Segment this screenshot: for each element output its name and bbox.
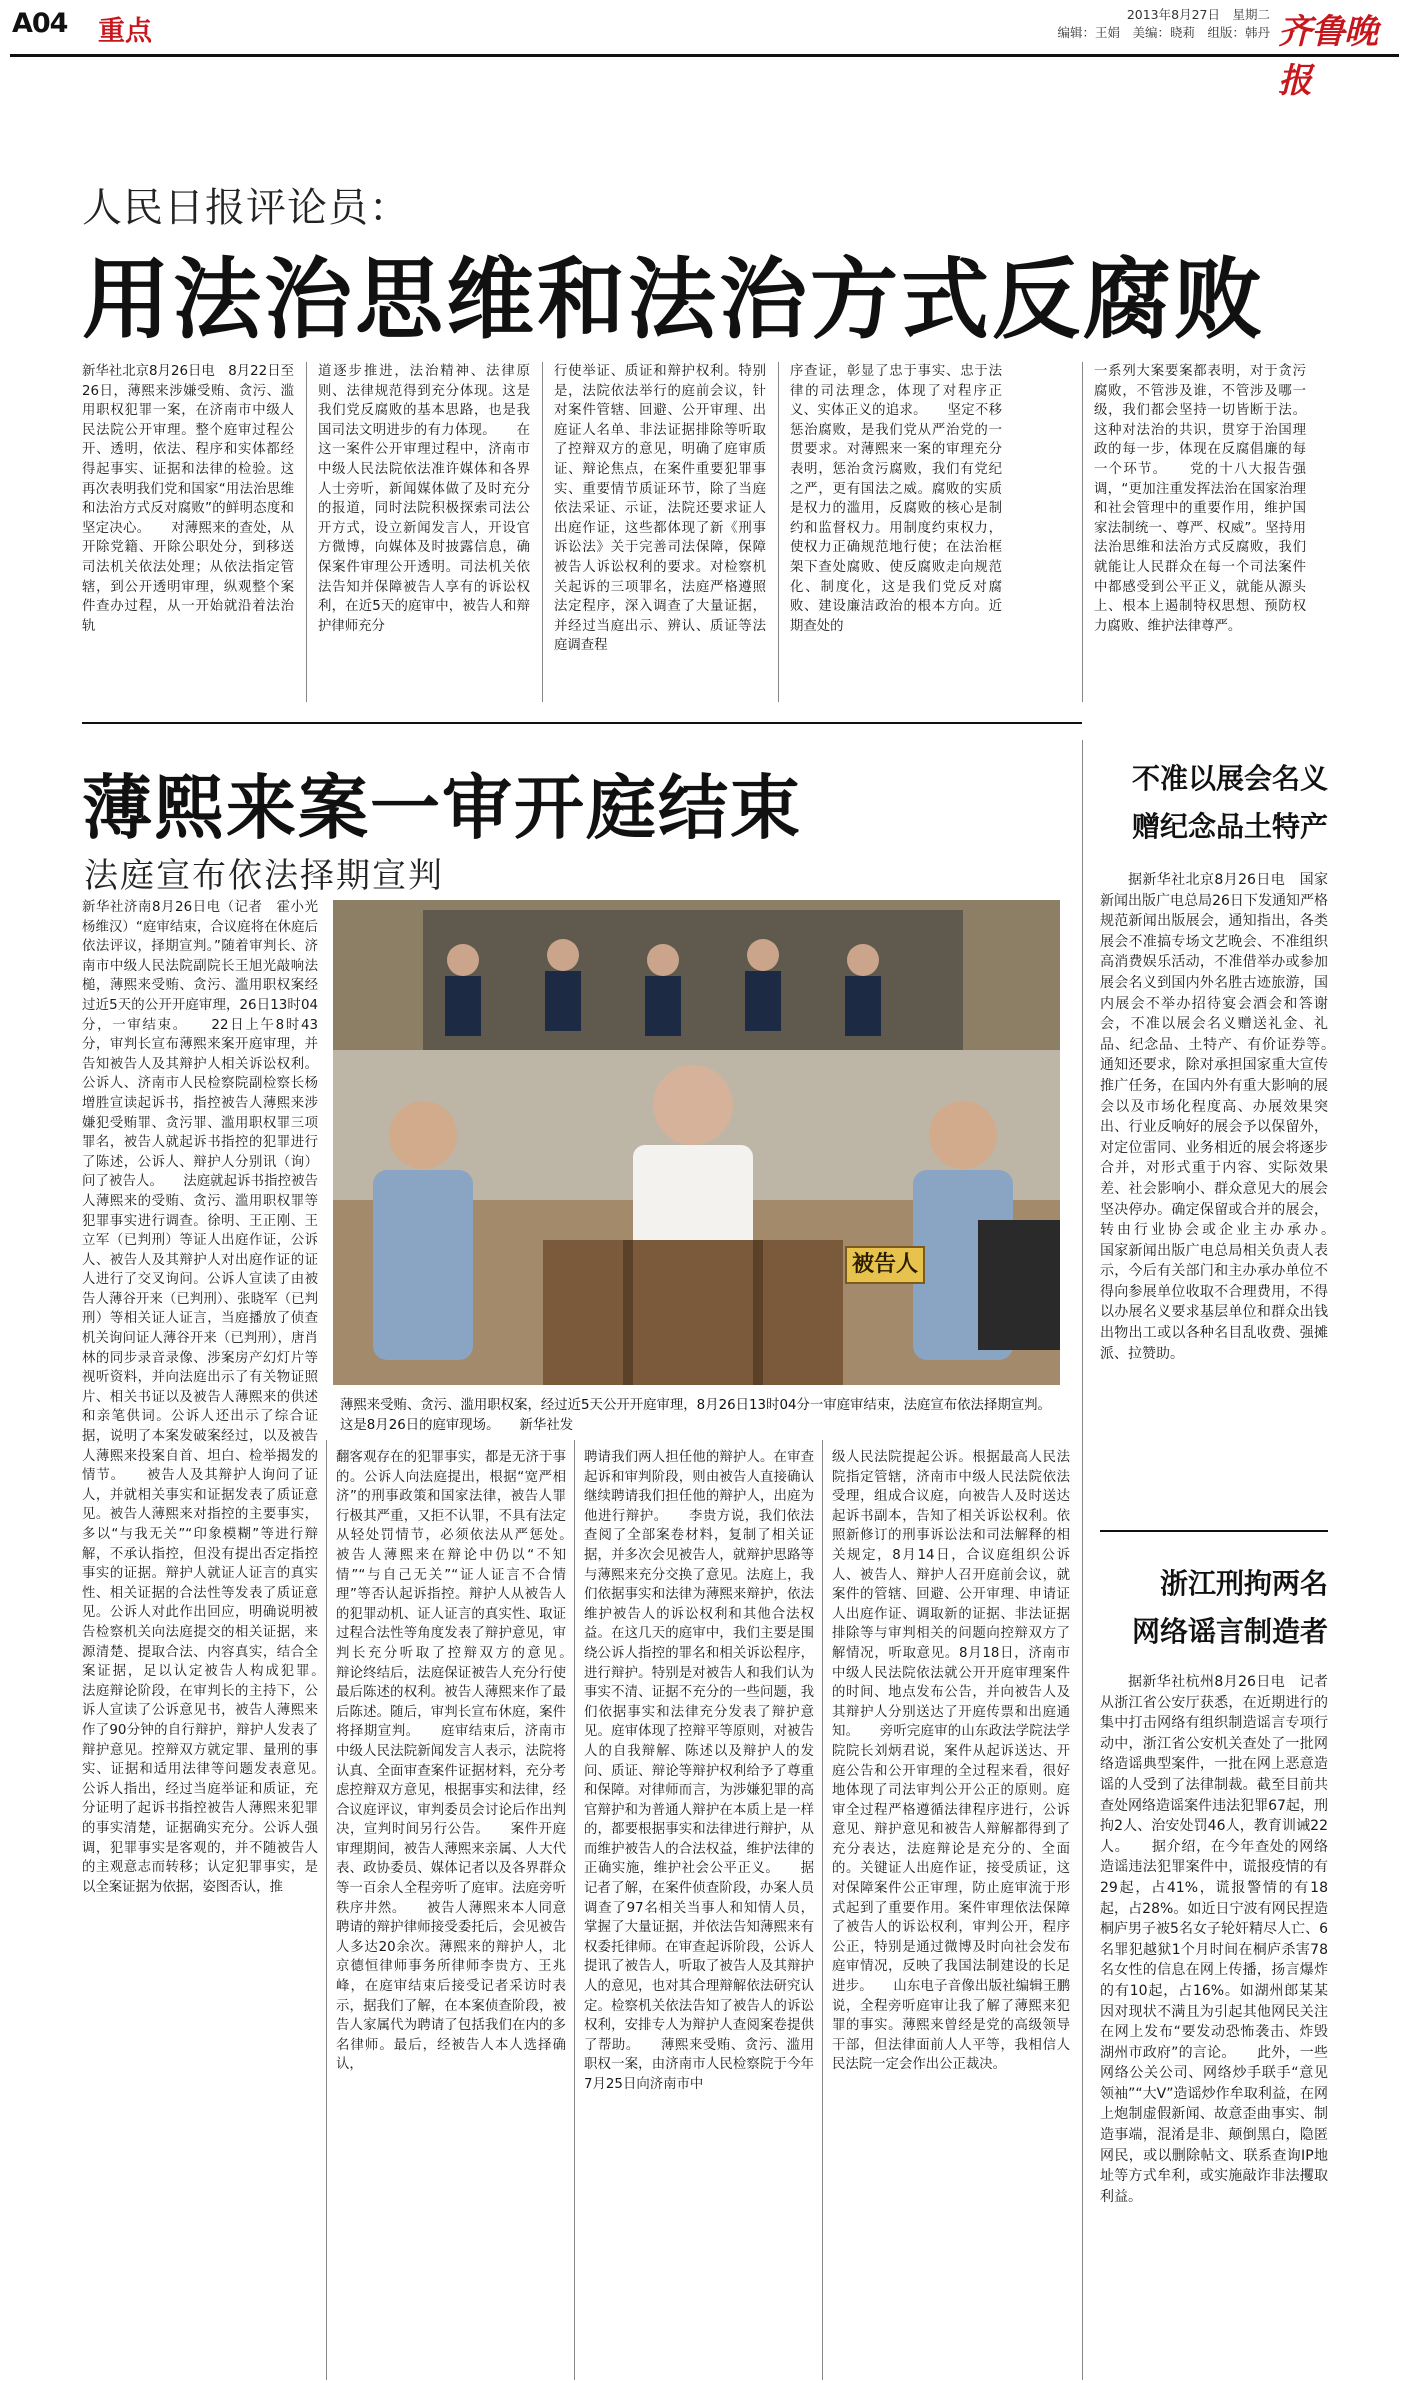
lead-column-5 [1094,362,1306,702]
sidebar2-title [1110,1560,1328,1656]
photo-caption: 薄熙来受贿、贪污、滥用职权案，经过近5天公开开庭审理，8月26日13时04分一审庭审结束，法庭宣布依法择期宣判。这是8月26日的庭审现场。 新华社发 [340,1398,1051,1433]
trial-text-4: 级人民法院提起公诉。根据最高人民法院指定管辖，济南市中级人民法院依法受理，组成合议庭，向被告人及时送达起诉书副本，告知了相关诉讼权利。依照新修订的刑事诉讼法和司法解释的相关规定，8月14日，合议庭组织公诉人、被告人、辩护人召开庭前会议，就案件的管辖、回避、公开审理、申请证人出庭作证、调取新的证据、非法证据排除等与审判相关的问题向控辩双方了解情况，听取意见。8月18日，济南市中级人民法院依法就公开开庭审理案件的时间、地点发布公告，并向被告人及其辩护人分别送达了开庭传票和出庭通知。 旁听完庭审的山东政法学院法学院院长刘炳君说，案件从起诉送达、开庭公告和公开审理的全过程来看，很好地体现了司法审判公开公正的原则。庭审全过程严格遵循法律程序进行，公诉意见、辩护意见和被告人辩解都得到了充分表达，法庭辩论是充分的、全面的。关键证人出庭作证，接受质证，这对保障案件公正审理，防止庭审流于形式起到了重要作用。案件审理依法保障了被告人的诉讼权利，审判公开，程序公正，特别是通过微博及时向社会发布庭审情况，反映了我国法制建设的长足进步。 山东电子音像出版社编辑王鹏说，全程旁听庭审让我了解了薄熙来犯罪的事实。薄熙来曾经是党的高级领导干部，但法律面前人人平等，我相信人民法院一定会作出公正裁决。 [832,1450,1070,2073]
trial-subheadline: 法庭宣布依法择期宣判 [84,856,444,896]
sidebar1-title-line2: 赠纪念品土特产 [1131,810,1328,843]
trial-column-4 [832,1448,1070,2378]
editor-credits: 编辑：王娟 美编：晓莉 组版：韩丹 [1057,25,1270,40]
lead-text-3: 行使举证、质证和辩护权利。特别是，法院依法举行的庭前会议，针对案件管辖、回避、公开审理、出庭证人名单、非法证据排除等听取了控辩双方的意见，明确了庭审质证、辩论焦点，在案件重要犯罪事实、重要情节质证环节，除了当庭依法采证、示证，法院还要求证人出庭作证，这些都体现了新《刑事诉讼法》关于完善司法保障，保障被告人诉讼权利的要求。对检察机关起诉的三项罪名，法庭严格遵照法定程序，深入调查了大量证据，并经过当庭出示、辨认、质证等法庭调查程 [554,364,766,654]
column-divider [574,1440,575,2380]
trial-text-1: 新华社济南8月26日电（记者 霍小光 杨维汉）“庭审结束，合议庭将在休庭后依法评议，择期宣判。”随着审判长、济南市中级人民法院副院长王旭光敲响法槌，薄熙来受贿、贪污、滥用职权案经过近5天的公开开庭审理，26日13时04分，一审结束。 22日上午8时43分，审判长宣布薄熙来案开庭审理，并告知被告人及其辩护人相关诉讼权利。公诉人、济南市人民检察院副检察长杨增胜宣读起诉书，指控被告人薄熙来涉嫌犯受贿罪、贪污罪、滥用职权罪三项罪名，被告人就起诉书指控的犯罪进行了陈述，公诉人、辩护人分别讯（询）问了被告人。 法庭就起诉书指控被告人薄熙来的受贿、贪污、滥用职权罪等犯罪事实进行调查。徐明、王正刚、王立军（已判刑）等证人出庭作证，公诉人、被告人及其辩护人对出庭作证的证人进行了交叉询问。公诉人宣读了由被告人薄谷开来（已判刑）、张晓军（已判刑）等相关证人证言，当庭播放了侦查机关询问证人薄谷开来（已判刑），唐肖林的同步录音录像、涉案房产幻灯片等视听资料，并向法庭出示了有关物证照片、相关书证以及被告人薄熙来的供述和亲笔供词。公诉人还出示了综合证据，说明了本案发破案经过，以及被告人薄熙来投案自首、坦白、检举揭发的情节。 被告人及其辩护人询问了证人，并就相关事实和证据发表了质证意见。被告人薄熙来对指控的主要事实，多以“与我无关”“印象模糊”等进行辩解，不承认指控，但没有提出否定指控事实的证据。辩护人就证人证言的真实性、相关证据的合法性等发表了质证意见。公诉人对此作出回应，明确说明被告检察机关向法庭提交的相关证据，来源清楚、提取合法、内容真实，结合全案证据，足以认定被告人构成犯罪。 法庭辩论阶段，在审判长的主持下，公诉人宣读了公诉意见书，被告人薄熙来作了90分钟的自行辩护，辩护人发表了辩护意见。控辩双方就定罪、量刑的事实、证据和适用法律等问题发表意见。 公诉人指出，经过当庭举证和质证，充分证明了起诉书指控被告人薄熙来犯罪的事实清楚，证据确实充分。公诉人强调，犯罪事实是客观的，并不随被告人的主观意志而转移；认定犯罪事实，是以全案证据为依据，姿图否认，推 [82,900,318,1895]
lead-kicker: 人民日报评论员： [82,185,410,231]
sidebar2-title-line2: 网络谣言制造者 [1131,1615,1328,1648]
column-divider [778,362,779,702]
trial-column-3 [584,1448,814,2378]
header-meta [1050,6,1270,42]
column-divider [326,1440,327,2380]
sidebar1-text: 据新华社北京8月26日电 国家新闻出版广电总局26日下发通知严格规范新闻出版展会，通知指出，各类展会不准搞专场文艺晚会、不准组织高消费娱乐活动，不准借举办或参加展会名义到国内外名胜古迹旅游，国内展会不举办招待宴会酒会和答谢会，不准以展会名义赠送礼金、礼品、纪念品、土特产、有价证券等。 通知还要求，除对承担国家重大宣传推广任务，在国内外有重大影响的展会以及市场化程度高、办展效果突出、行业反响好的展会予以保留外，对定位雷同、业务相近的展会将逐步合并，对形式重于内容、实际效果差、社会影响小、群众意见大的展会坚决停办。确定保留或合并的展会，转由行业协会或企业主办承办。 国家新闻出版广电总局相关负责人表示，今后有关部门和主办承办单位不得向参展单位收取不合理费用，不得以办展名义要求基层单位和群众出钱出物出工或以各种名目乱收费、强摊派、拉赞助。 [1100,872,1328,1362]
lead-text-1: 新华社北京8月26日电 8月22日至26日，薄熙来涉嫌受贿、贪污、滥用职权犯罪一案，在济南市中级人民法院公开审理。整个庭审过程公开、透明，依法、程序和实体都经得起事实、证据和法律的检验。这再次表明我们党和国家“用法治思维和法治方式反对腐败”的鲜明态度和坚定决心。 对薄熙来的查处，从开除党籍、开除公职处分，到移送司法机关依法处理；从依法指定管辖，到公开透明审理，纵观整个案件查办过程，从一开始就沿着法治轨 [82,364,294,634]
lead-column-4 [790,362,1002,702]
sidebar1-title-line1: 不准以展会名义 [1131,762,1328,795]
newspaper-logo: 齐鲁晚报 [1278,12,1377,101]
column-divider [306,362,307,702]
section-name: 重点 [98,16,152,47]
sidebar1-title [1110,755,1328,851]
trial-column-1 [82,898,318,2378]
trial-column-2 [336,1448,566,2378]
trial-text-2: 翻客观存在的犯罪事实，都是无济于事的。公诉人向法庭提出，根据“宽严相济”的刑事政策和国家法律，被告人罪行极其严重，又拒不认罪，不具有法定从轻处罚情节，必须依法从严惩处。 被告人薄熙来在辩论中仍以“不知情”“与自己无关”“证人证言不合情理”等否认起诉指控。辩护人从被告人的犯罪动机、证人证言的真实性、取证过程合法性等角度发表了辩护意见，审判长充分听取了控辩双方的意见。 辩论终结后，法庭保证被告人充分行使最后陈述的权利。被告人薄熙来作了最后陈述。随后，审判长宣布休庭，案件将择期宣判。 庭审结束后，济南市中级人民法院新闻发言人表示，法院将认真、全面审查案件证据材料，充分考虑控辩双方意见，根据事实和法律，经合议庭评议，审判委员会讨论后作出判决，宣判时间另行公告。 案件开庭审理期间，被告人薄熙来亲属、人大代表、政协委员、媒体记者以及各界群众等一百余人全程旁听了庭审。法庭旁听秩序井然。 被告人薄熙来本人同意聘请的辩护律师接受委托后，会见被告人多达20余次。薄熙来的辩护人，北京德恒律师事务所律师李贵方、王兆峰，在庭审结束后接受记者采访时表示，据我们了解，在本案侦查阶段，被告人家属代为聘请了包括我们在内的多名律师。最后，经被告人本人选择确认， [336,1450,566,2073]
trial-headline: 薄熙来案一审开庭结束 [82,767,802,849]
lead-text-5: 一系列大案要案都表明，对于贪污腐败，不管涉及谁，不管涉及哪一级，我们都会坚持一切皆断于法。这种对法治的共识，贯穿于治国理政的每一步，体现在反腐倡廉的每一个环节。 党的十八大报告强调，“更加注重发挥法治在国家治理和社会管理中的重要作用，维护国家法制统一、尊严、权威”。坚持用法治思维和法治方式反腐败，我们就能让人民群众在每一个司法案件中都感受到公平正义，就能从源头上、根本上遏制特权思想、预防权力腐败、维护法律尊严。 [1094,364,1306,634]
lead-headline: 用法治思维和法治方式反腐败 [82,248,1266,351]
page-number: A04 [12,8,68,39]
courtroom-photo [333,900,1060,1385]
sidebar-rule [1100,1530,1328,1532]
lead-column-3 [554,362,766,702]
lead-column-1 [82,362,294,702]
sidebar2-title-line1: 浙江刑拘两名 [1159,1567,1328,1600]
column-divider [542,362,543,702]
sidebar2-text: 据新华社杭州8月26日电 记者从浙江省公安厅获悉，在近期进行的集中打击网络有组织制造谣言专项行动中，浙江省公安机关查处了一批网络造谣典型案件，一批在网上恶意造谣的人受到了法律制裁。截至目前共查处网络造谣案件违法犯罪67起，刑拘2人、治安处罚46人，教育训诫22人。 据介绍，在今年查处的网络造谣违法犯罪案件中，谎报疫情的有29起，占41%，谎报警情的有18起，占28%。如近日宁波有网民捏造桐庐男子被5名女子轮奸精尽人亡、6名罪犯越狱1个月时间在桐庐杀害78名女性的信息在网上传播，扬言爆炸的有10起，占16%。如湖州郎某某因对现状不满且为引起其他网民关注在网上发布“要发动恐怖袭击、炸毁湖州市政府”的言论。 此外，一些网络公关公司、网络炒手联手“意见领袖”“大V”造谣炒作牟取利益，在网上炮制虚假新闻、故意歪曲事实、制造事端，混淆是非、颠倒黑白，隐匿网民，或以删除帖文、联系查询IP地址等方式牟利，或实施敲诈非法攫取利益。 [1100,1674,1328,2205]
column-divider [822,1440,823,2380]
header-rule [10,54,1399,57]
column-divider [1082,362,1083,702]
courtroom-illustration [333,900,1060,1385]
lead-text-2: 道逐步推进，法治精神、法律原则、法律规范得到充分体现。这是我们党反腐败的基本思路，也是我国司法文明进步的有力体现。 在这一案件公开审理过程中，济南市中级人民法院依法准许媒体和各界人士旁听，新闻媒体做了及时充分的报道，同时法院积极探索司法公开方式，设立新闻发言人，开设官方微博，向媒体及时披露信息，确保案件审理公开透明。司法机关依法告知并保障被告人享有的诉讼权利，在近5天的庭审中，被告人和辩护律师充分 [318,364,530,634]
section-rule [82,722,1082,724]
lead-text-4: 序查证，彰显了忠于事实、忠于法律的司法理念，体现了对程序正义、实体正义的追求。 坚定不移惩治腐败，是我们党从严治党的一贯要求。对薄熙来一案的审理充分表明，惩治贪污腐败，我们有党纪之严，更有国法之威。腐败的实质是权力的滥用，反腐败的核心是制约和监督权力。用制度约束权力，使权力正确规范地行使；在法治框架下查处腐败、使反腐败走向规范化、制度化，这是我们党反对腐败、建设廉洁政治的根本方向。近期查处的 [790,364,1002,634]
defendant-placard: 被告人 [845,1246,925,1284]
issue-date: 2013年8月27日 星期二 [1126,7,1270,22]
lead-column-2 [318,362,530,702]
sidebar1-body [1100,870,1328,1490]
sidebar-divider [1082,740,1083,2380]
sidebar2-body [1100,1672,1328,2378]
trial-text-3: 聘请我们两人担任他的辩护人。在审查起诉和审判阶段，则由被告人直接确认继续聘请我们担任他的辩护人，出庭为他进行辩护。 李贵方说，我们依法查阅了全部案卷材料，复制了相关证据，并多次会见被告人，就辩护思路等与薄熙来充分交换了意见。法庭上，我们依据事实和法律为薄熙来辩护，依法维护被告人的诉讼权利和其他合法权益。在这几天的庭审中，我们主要是围绕公诉人指控的罪名和相关诉讼程序，进行辩护。特别是对被告人和我们认为事实不清、证据不充分的一些问题，我们依据事实和法律充分发表了辩护意见。庭审体现了控辩平等原则，对被告人的自我辩解、陈述以及辩护人的发问、质证、辩论等辩护权利给予了尊重和保障。对律师而言，为涉嫌犯罪的高官辩护和为普通人辩护在本质上是一样的，都要根据事实和法律进行辩护，从而维护被告人的合法权益，维护法律的正确实施，维护社会公平正义。 据记者了解，在案件侦查阶段，办案人员调查了97名相关当事人和知情人员，掌握了大量证据，并依法告知薄熙来有权委托律师。在审查起诉阶段，公诉人提讯了被告人，听取了被告人及其辩护人的意见，也对其合理辩解依法研究认定。检察机关依法告知了被告人的诉讼权利，安排专人为辩护人查阅案卷提供了帮助。 薄熙来受贿、贪污、滥用职权一案，由济南市人民检察院于今年7月25日向济南市中 [584,1450,814,2092]
